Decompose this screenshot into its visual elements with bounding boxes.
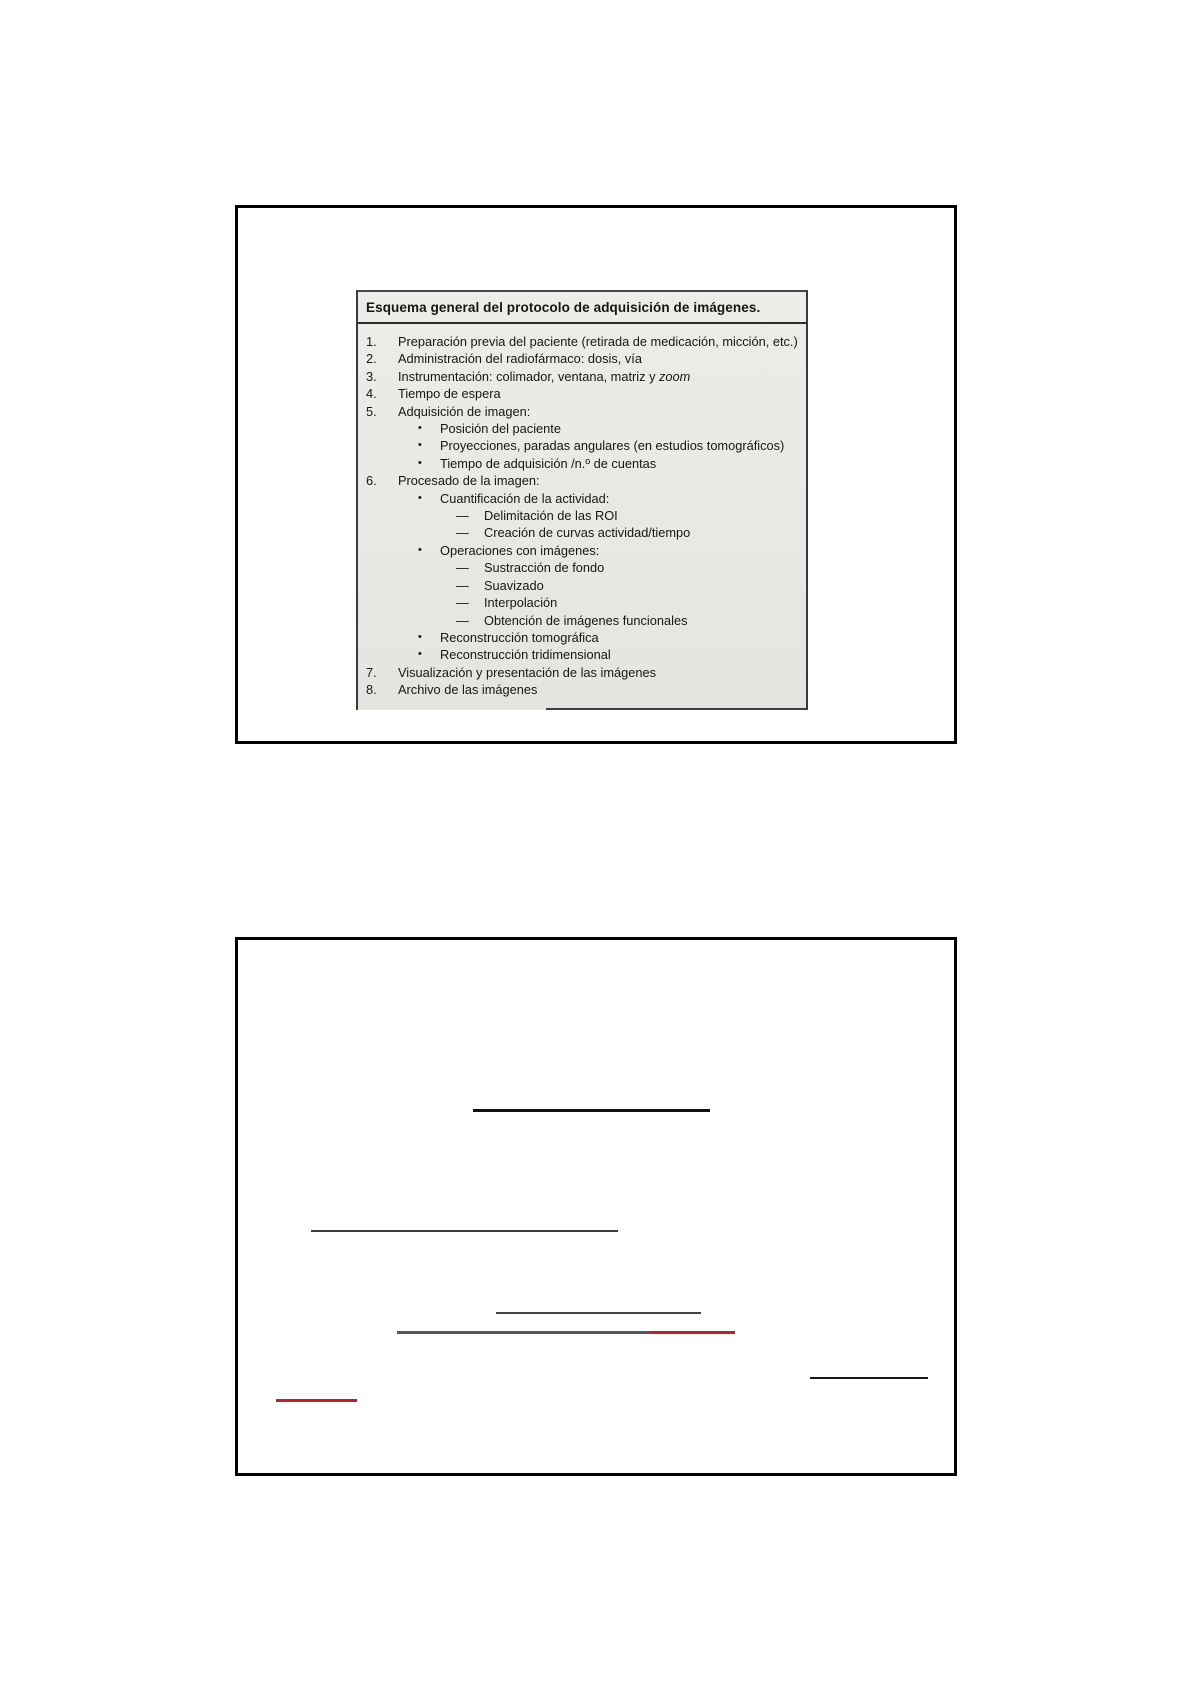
list-item-text: Operaciones con imágenes:: [440, 542, 600, 558]
dash-marker: —: [456, 560, 469, 576]
bullet-marker: •: [418, 422, 422, 435]
list-item-text: Tiempo de espera: [398, 386, 501, 402]
bullet-marker: •: [418, 491, 422, 504]
italic-text: zoom: [659, 368, 691, 384]
underline-black-1: [473, 1109, 710, 1112]
underline-black-2: [311, 1230, 618, 1232]
protocol-list-item: [360, 542, 802, 559]
list-item-text: Visualización y presentación de las imágenes: [398, 664, 656, 680]
list-number: 4.: [366, 386, 377, 402]
list-item-text: Creación de curvas actividad/tiempo: [484, 525, 691, 541]
bullet-marker: •: [418, 543, 422, 556]
scan-bottom-edge: [546, 708, 806, 710]
underline-red-4b: [650, 1331, 735, 1334]
protocol-list: [358, 324, 806, 699]
list-number: 6.: [366, 473, 377, 489]
protocol-title: Esquema general del protocolo de adquisición de imágenes.: [358, 292, 806, 324]
protocol-list-item: [360, 490, 802, 507]
underline-gray-4: [397, 1331, 650, 1334]
list-number: 2.: [366, 351, 377, 367]
list-item-text: Archivo de las imágenes: [398, 682, 538, 698]
list-number: 5.: [366, 403, 377, 419]
list-item-text: Cuantificación de la actividad:: [440, 490, 610, 506]
bullet-marker: •: [418, 648, 422, 661]
list-item-text: Delimitación de las ROI: [484, 508, 618, 524]
bullet-marker: •: [418, 456, 422, 469]
dash-marker: —: [456, 595, 469, 611]
dash-marker: —: [456, 508, 469, 524]
underline-black-3: [496, 1312, 701, 1314]
dash-marker: —: [456, 577, 469, 593]
protocol-list-item: [360, 612, 802, 629]
list-item-text: Suavizado: [484, 577, 544, 593]
protocol-list-item: [360, 681, 802, 698]
dash-marker: —: [456, 525, 469, 541]
list-item-text: Reconstrucción tomográfica: [440, 629, 599, 645]
protocol-list-item: [360, 472, 802, 489]
protocol-list-item: [360, 594, 802, 611]
protocol-list-item: [360, 507, 802, 524]
protocol-list-item: [360, 559, 802, 576]
protocol-list-item: [360, 646, 802, 663]
protocol-list-item: [360, 455, 802, 472]
protocol-list-item: [360, 385, 802, 402]
protocol-list-item: [360, 368, 802, 385]
list-item-text: Adquisición de imagen:: [398, 403, 531, 419]
slide-frame-bottom: [235, 937, 957, 1476]
protocol-list-item: [360, 350, 802, 367]
list-item-text: Reconstrucción tridimensional: [440, 647, 611, 663]
slide-frame-top: [235, 205, 957, 744]
list-number: 1.: [366, 334, 377, 349]
list-item-text: Posición del paciente: [440, 421, 561, 437]
protocol-list-item: [360, 420, 802, 437]
underline-black-5: [810, 1377, 928, 1379]
protocol-list-item: [360, 437, 802, 454]
list-number: 7.: [366, 664, 377, 680]
list-number: 8.: [366, 682, 377, 698]
list-item-text: Procesado de la imagen:: [398, 473, 540, 489]
list-number: 3.: [366, 368, 377, 384]
list-item-text: Interpolación: [484, 595, 558, 611]
bullet-marker: •: [418, 630, 422, 643]
list-item-text: Obtención de imágenes funcionales: [484, 612, 688, 628]
list-item-text: Tiempo de adquisición /n.º de cuentas: [440, 455, 657, 471]
scanned-protocol-table: [356, 290, 808, 710]
list-item-text: Administración del radiofármaco: dosis, vía: [398, 351, 642, 367]
list-item-text: Sustracción de fondo: [484, 560, 605, 576]
dash-marker: —: [456, 612, 469, 628]
list-item-text: Preparación previa del paciente (retirada de medicación, micción, etc.): [398, 334, 798, 349]
bullet-marker: •: [418, 439, 422, 452]
protocol-list-item: [360, 629, 802, 646]
protocol-list-item: [360, 524, 802, 541]
underline-red-6: [276, 1399, 357, 1402]
protocol-list-item: [360, 403, 802, 420]
protocol-list-item: [360, 577, 802, 594]
protocol-list-item: [360, 333, 802, 350]
list-item-text: Instrumentación: colimador, ventana, matriz y zoom: [398, 368, 691, 384]
list-item-text: Proyecciones, paradas angulares (en estudios tomográficos): [440, 438, 785, 454]
protocol-list-item: [360, 664, 802, 681]
